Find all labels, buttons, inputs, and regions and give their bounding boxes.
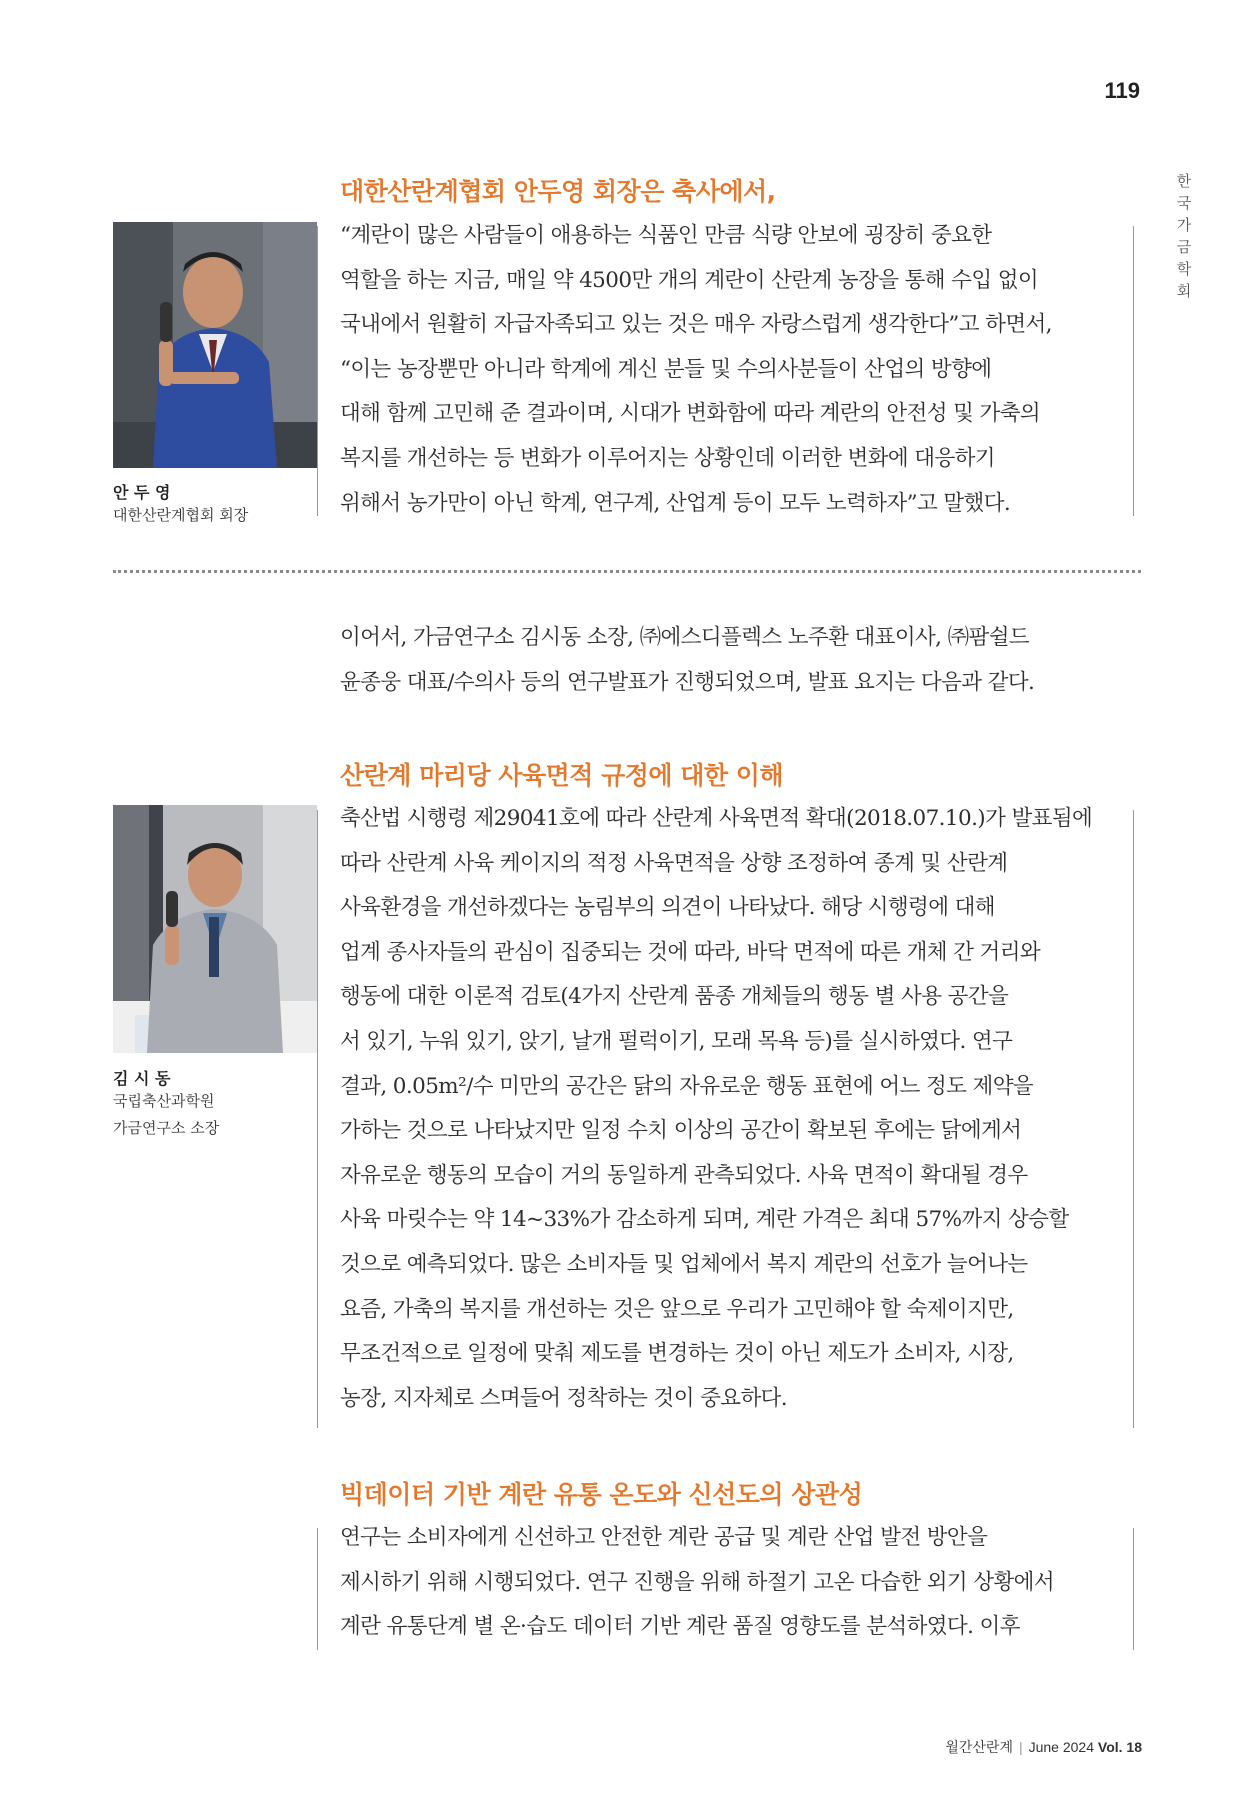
text-line: 대해 함께 고민해 준 결과이며, 시대가 변화함에 따라 계란의 안전성 및 가축의 xyxy=(340,401,1041,427)
text-line: 농장, 지자체로 스며들어 정착하는 것이 중요하다. xyxy=(340,1385,788,1411)
egg-distribution-paragraph xyxy=(340,1516,1130,1650)
text-line: 윤종웅 대표/수의사 등의 연구발표가 진행되었으며, 발표 요지는 다음과 같다. xyxy=(340,669,1035,695)
side-tab-char: 학 xyxy=(1176,260,1192,278)
footer-separator: | xyxy=(1018,1739,1023,1755)
speaker-title-an-duyoung: 대한산란계협회 회장 xyxy=(113,506,249,524)
text-line: 사육 마릿수는 약 14~33%가 감소하게 되며, 계란 가격은 최대 57%까지 상승할 xyxy=(340,1207,1069,1233)
speaker-name-an-duyoung: 안 두 영 xyxy=(113,483,171,502)
text-line: 복지를 개선하는 등 변화가 이루어지는 상황인데 이러한 변화에 대응하기 xyxy=(340,445,995,471)
speaker-affiliation-kim-sidong: 국립축산과학원 xyxy=(113,1092,215,1110)
section-heading-egg-distribution: 빅데이터 기반 계란 유통 온도와 신선도의 상관성 xyxy=(340,1480,863,1509)
left-column-rule xyxy=(317,810,318,1428)
text-line: 서 있기, 누워 있기, 앉기, 날개 펄럭이기, 모래 목욕 등)를 실시하였다. 연구 xyxy=(340,1028,1013,1054)
speaker-title-kim-sidong: 가금연구소 소장 xyxy=(113,1119,220,1137)
text-line: 가하는 것으로 나타났지만 일정 수치 이상의 공간이 확보된 후에는 닭에게서 xyxy=(340,1118,1022,1144)
speaker-name-kim-sidong: 김 시 동 xyxy=(113,1069,171,1088)
text-line: 계란 유통단계 별 온·습도 데이터 기반 계란 품질 영향도를 분석하였다. 이후 xyxy=(340,1614,1020,1640)
side-tab-char: 금 xyxy=(1176,238,1192,256)
speaker-photo-an-duyoung xyxy=(113,222,317,468)
text-line: 연구는 소비자에게 신선하고 안전한 계란 공급 및 계란 산업 발전 방안을 xyxy=(340,1525,988,1550)
intro-paragraph xyxy=(340,616,1130,705)
dotted-divider xyxy=(113,570,1141,573)
text-line: 업계 종사자들의 관심이 집중되는 것에 따라, 바닥 면적에 따른 개체 간 거리와 xyxy=(340,939,1041,965)
right-column-rule xyxy=(1133,226,1134,516)
text-line: 행동에 대한 이론적 검토(4가지 산란계 품종 개체들의 행동 별 사용 공간을 xyxy=(340,984,1009,1010)
side-tab-society-name xyxy=(1172,170,1196,302)
text-line: 것으로 예측되었다. 많은 소비자들 및 업체에서 복지 계란의 선호가 늘어나는 xyxy=(340,1251,1028,1277)
text-line: 위해서 농가만이 아닌 학계, 연구계, 산업계 등이 모두 노력하자”고 말했다. xyxy=(340,490,1011,516)
text-line: 결과, 0.05m²/수 미만의 공간은 닭의 자유로운 행동 표현에 어느 정도 제약을 xyxy=(340,1073,1034,1099)
text-line: 역할을 하는 지금, 매일 약 4500만 개의 계란이 산란계 농장을 통해 수입 없이 xyxy=(340,267,1039,293)
text-line: 자유로운 행동의 모습이 거의 동일하게 관측되었다. 사육 면적이 확대될 경우 xyxy=(340,1162,1028,1188)
side-tab-char: 가 xyxy=(1176,216,1192,234)
text-line: 무조건적으로 일정에 맞춰 제도를 변경하는 것이 아닌 제도가 소비자, 시장, xyxy=(340,1341,1014,1367)
left-column-rule xyxy=(317,1528,318,1650)
speech-quote-paragraph xyxy=(340,214,1130,526)
text-line: “이는 농장뿐만 아니라 학계에 계신 분들 및 수의사분들이 산업의 방향에 xyxy=(340,356,992,382)
speaker-photo-kim-sidong xyxy=(113,805,317,1053)
footer-magazine-name: 월간산란계 xyxy=(945,1739,1013,1755)
side-tab-char: 국 xyxy=(1176,194,1192,212)
section-heading-congratulatory-speech: 대한산란계협회 안두영 회장은 축사에서, xyxy=(340,177,776,206)
footer-issue-date: June 2024 xyxy=(1028,1739,1095,1755)
text-line: 요즘, 가축의 복지를 개선하는 것은 앞으로 우리가 고민해야 할 숙제이지만, xyxy=(340,1296,1014,1322)
text-line: 사육환경을 개선하겠다는 농림부의 의견이 나타났다. 해당 시행령에 대해 xyxy=(340,895,995,921)
side-tab-char: 한 xyxy=(1176,172,1192,190)
page-footer xyxy=(850,1737,1142,1757)
right-column-rule xyxy=(1133,1528,1134,1650)
footer-volume: Vol. 18 xyxy=(1097,1739,1142,1755)
cage-area-paragraph xyxy=(340,797,1130,1421)
text-line: 이어서, 가금연구소 김시동 소장, ㈜에스디플렉스 노주환 대표이사, ㈜팜쉴드 xyxy=(340,625,1030,650)
text-line: 따라 산란계 사육 케이지의 적정 사육면적을 상향 조정하여 종계 및 산란계 xyxy=(340,850,1008,876)
text-line: 축산법 시행령 제29041호에 따라 산란계 사육면적 확대(2018.07.10.)가 발표됨에 xyxy=(340,806,1093,831)
right-column-rule xyxy=(1133,810,1134,1428)
text-line: “계란이 많은 사람들이 애용하는 식품인 만큼 식량 안보에 굉장히 중요한 xyxy=(340,223,992,248)
text-line: 제시하기 위해 시행되었다. 연구 진행을 위해 하절기 고온 다습한 외기 상황에서 xyxy=(340,1569,1054,1595)
section-heading-cage-area: 산란계 마리당 사육면적 규정에 대한 이해 xyxy=(340,761,784,790)
page-number: 119 xyxy=(1104,78,1140,103)
side-tab-char: 회 xyxy=(1176,282,1192,300)
text-line: 국내에서 원활히 자급자족되고 있는 것은 매우 자랑스럽게 생각한다”고 하면서, xyxy=(340,312,1052,338)
left-column-rule xyxy=(317,226,318,516)
